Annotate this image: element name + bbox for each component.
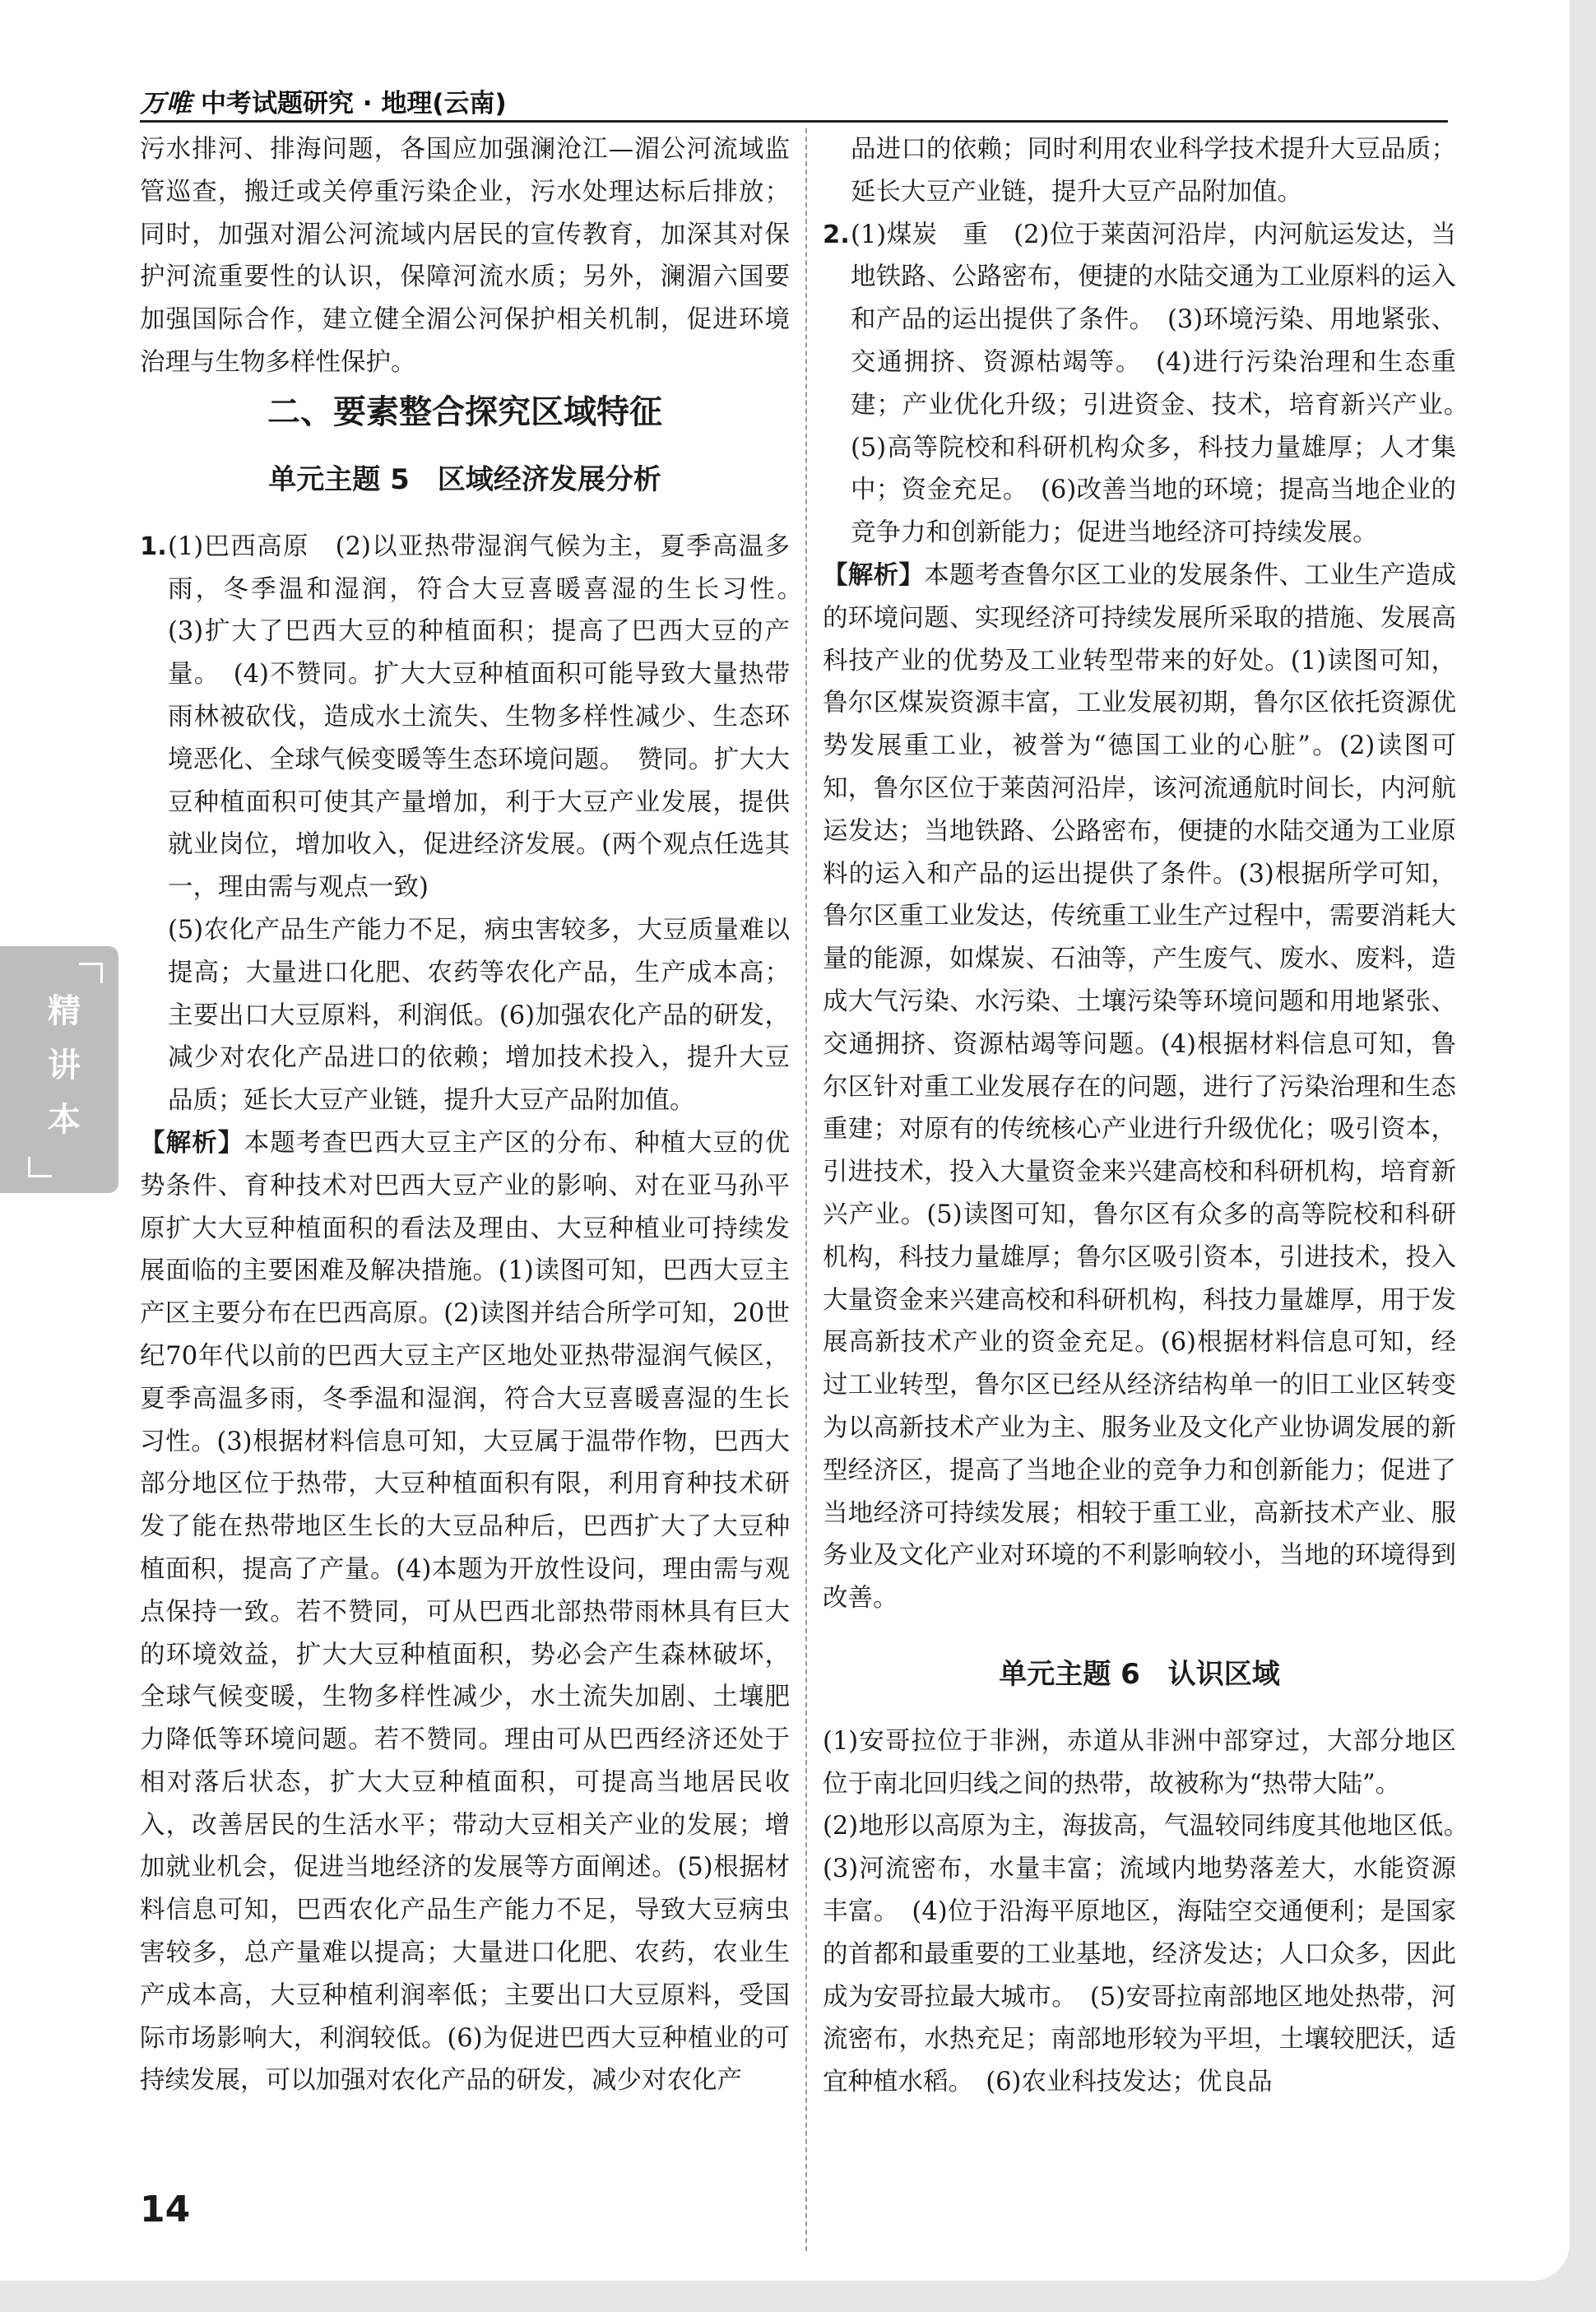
section-title: 二、要素整合探究区域特征 <box>267 392 662 431</box>
question-2-analysis <box>823 555 1456 1620</box>
continued-paragraph: 污水排河、排海问题，各国应加强澜沧江—湄公河流域监管巡查，搬迁或关停重污染企业，污水处理达标后排放；同时，加强对湄公河流域内居民的宣传教育，加深其对保护河流重要性的认识，保障河流水质；另外，澜湄六国要加强国际合作，建立健全湄公河保护相关机制，促进环境治理与生物多样性保护。 <box>140 135 790 377</box>
unit-6-answer-2: (2)地形以高原为主，海拔高，气温较同纬度其他地区低。 (3)河流密布，水量丰富；流域内地势落差大，水能资源丰富。 (4)位于沿海平原地区，海陆空交通便利；是国家的首都和最重要的工业基地，经济发达；人口众多，因此成为安哥拉最大城市。 (5)安哥拉南部地区地处热带，河流密布，水热充足；南部地形较为平坦，土壤较肥沃，适宜种植水稻。 (6)农业科技发达；优良品 <box>823 1812 1482 2097</box>
question-number: 2. <box>823 220 850 249</box>
right-column <box>823 128 1482 2104</box>
side-tab <box>0 946 118 1193</box>
page-number: 14 <box>140 2189 191 2231</box>
analysis-text: 本题考查巴西大豆主产区的分布、种植大豆的优势条件、育种技术对巴西大豆产业的影响、对在亚马孙平原扩大大豆种植面积的看法及理由、大豆种植业可持续发展面临的主要困难及解决措施。(1)读图可知，巴西大豆主产区主要分布在巴西高原。(2)读图并结合所学可知，20世纪70年代以前的巴西大豆主产区地处亚热带湿润气候区，夏季高温多雨，冬季温和湿润，符合大豆喜暖喜湿的生长习性。(3)根据材料信息可知，大豆属于温带作物，巴西大部分地区位于热带，大豆种植面积有限，利用育种技术研发了能在热带地区生长的大豆品种后，巴西扩大了大豆种植面积，提高了产量。(4)本题为开放性设问，理由需与观点保持一致。若不赞同，可从巴西北部热带雨林具有巨大的环境效益，扩大大豆种植面积，势必会产生森林破坏，全球气候变暖，生物多样性减少，水土流失加剧、土壤肥力降低等环境问题。若不赞同。理由可从巴西经济还处于相对落后状态，扩大大豆种植面积，可提高当地居民收入，改善居民的生活水平；带动大豆相关产业的发展；增加就业机会，促进当地经济的发展等方面阐述。(5)根据材料信息可知，巴西农化产品生产能力不足，导致大豆病虫害较多，总产量难以提高；大量进口化肥、农药，农业生产成本高，大豆种植利润率低；主要出口大豆原料，受国际市场影响大，利润较低。(6)为促进巴西大豆种植业的可持续发展，可以加强对农化产品的研发，减少对农化产 <box>140 1128 791 2096</box>
bracket-bottom-icon <box>28 1157 52 1177</box>
answer-text: (1)巴西高原 (2)以亚热带湿润气候为主，夏季高温多雨，冬季温和湿润，符合大豆喜暖喜湿的生长习性。 (3)扩大了巴西大豆的种植面积；提高了巴西大豆的产量。 (4)不赞同。扩大大豆种植面积可能导致大量热带雨林被砍伐，造成水土流失、生物多样性减少、生态环境恶化、全球气候变暖等生态环境问题。 赞同。扩大大豆种植面积可使其产量增加，利于大豆产业发展，提供就业岗位，增加收入，促进经济发展。(两个观点任选其一，理由需与观点一致) <box>168 532 815 903</box>
book-title: 中考试题研究 · 地理(云南) <box>201 89 507 118</box>
question-number: 1. <box>140 532 167 561</box>
continued-paragraph: 品进口的依赖；同时利用农业科学技术提升大豆品质；延长大豆产业链，提升大豆产品附加值。 <box>851 135 1456 207</box>
analysis-label: 【解析】 <box>823 560 925 590</box>
bracket-top-icon <box>79 963 103 983</box>
question-2-answer <box>823 214 1482 555</box>
side-tab-label: 精讲本 <box>48 992 81 1139</box>
answer-text: (1)煤炭 重 (2)位于莱茵河沿岸，内河航运发达，当地铁路、公路密布，便捷的水陆交通为工业原料的运入和产品的运出提供了条件。 (3)环境污染、用地紧张、交通拥挤、资源枯竭等。 (4)进行污染治理和生态重建；产业优化升级；引进资金、技术，培育新兴产业。 (5)高等院校和科研机构众多，科技力量雄厚；人才集中；资金充足。 (6)改善当地的环境；提高当地企业的竞争力和创新能力；促进当地经济可持续发展。 <box>851 220 1482 548</box>
analysis-label: 【解析】 <box>140 1128 244 1158</box>
header-rule <box>140 120 1448 123</box>
unit-6-answer-1: (1)安哥拉位于非洲，赤道从非洲中部穿过，大部分地区位于南北回归线之间的热带，故被称为“热带大陆”。 <box>823 1726 1456 1799</box>
unit-title-6: 单元主题 6 认识区域 <box>999 1657 1280 1691</box>
column-divider <box>805 128 807 2251</box>
unit-title-5: 单元主题 5 区域经济发展分析 <box>268 462 661 496</box>
question-1-answer <box>140 526 815 909</box>
analysis-text: 本题考查鲁尔区工业的发展条件、工业生产造成的环境问题、实现经济可持续发展所采取的措施、发展高科技产业的优势及工业转型带来的好处。(1)读图可知，鲁尔区煤炭资源丰富，工业发展初期，鲁尔区依托资源优势发展重工业，被誉为“德国工业的心脏”。(2)读图可知，鲁尔区位于莱茵河沿岸，该河流通航时间长，内河航运发达；当地铁路、公路密布，便捷的水陆交通为工业原料的运入和产品的运出提供了条件。(3)根据所学可知，鲁尔区重工业发达，传统重工业生产过程中，需要消耗大量的能源，如煤炭、石油等，产生废气、废水、废料，造成大气污染、水污染、土壤污染等环境问题和用地紧张、交通拥挤、资源枯竭等问题。(4)根据材料信息可知，鲁尔区针对重工业发展存在的问题，进行了污染治理和生态重建；对原有的传统核心产业进行升级优化；吸引资本，引进技术，投入大量资金来兴建高校和科研机构，培育新兴产业。(5)读图可知，鲁尔区有众多的高等院校和科研机构，科技力量雄厚；鲁尔区吸引资本，引进技术，投入大量资金来兴建高校和科研机构，科技力量雄厚，用于发展高新技术产业的资金充足。(6)根据材料信息可知，经过工业转型，鲁尔区已经从经济结构单一的旧工业区转变为以高新技术产业为主、服务业及文化产业协调发展的新型经济区，提高了当地企业的竞争力和创新能力；促进了当地经济可持续发展；相较于重工业，高新技术产业、服务业及文化产业对环境的不利影响较小，当地的环境得到改善。 <box>823 560 1456 1613</box>
left-column <box>140 128 815 2102</box>
question-1-analysis <box>140 1122 790 2102</box>
running-header <box>140 82 507 119</box>
question-1-answer-continued: (5)农化产品生产能力不足，病虫害较多，大豆质量难以提高；大量进口化肥、农药等农化产品，生产成本高；主要出口大豆原料，利润低。(6)加强农化产品的研发，减少对农化产品进口的依赖；增加技术投入，提升大豆品质；延长大豆产业链，提升大豆产品附加值。 <box>168 915 790 1116</box>
brand-logo: 万唯 <box>140 89 193 118</box>
